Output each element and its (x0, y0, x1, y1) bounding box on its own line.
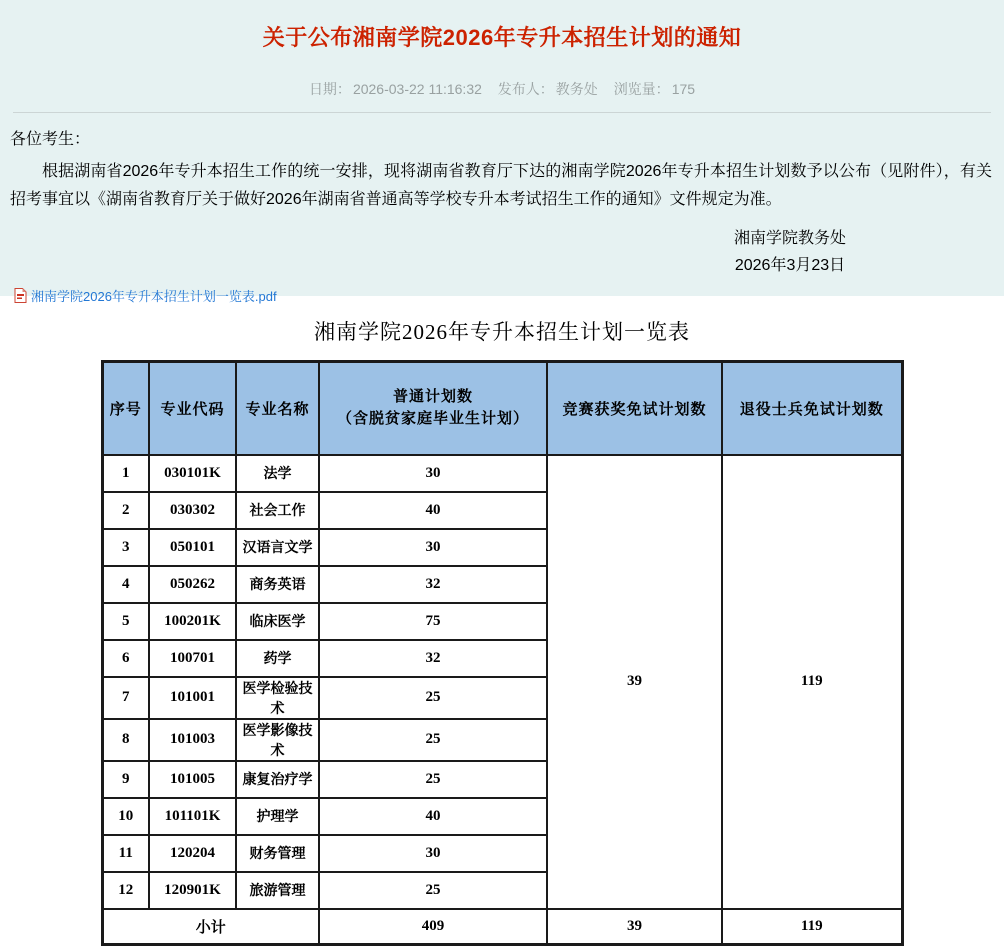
cell-no: 4 (102, 566, 149, 603)
meta-views-value: 175 (671, 81, 696, 97)
signature-date: 2026年3月23日 (734, 257, 846, 274)
cell-code: 030101K (149, 455, 236, 492)
cell-no: 10 (102, 798, 149, 835)
pdf-icon (14, 288, 27, 303)
table-title: 湘南学院2026年专升本招生计划一览表 (314, 320, 690, 344)
announcement-section (0, 0, 1004, 304)
subtotal-label: 小计 (102, 909, 319, 945)
cell-code: 050262 (149, 566, 236, 603)
cell-plan: 25 (319, 677, 547, 719)
meta-publisher-value: 教务处 (555, 81, 598, 97)
cell-no: 8 (102, 719, 149, 761)
cell-major: 汉语言文学 (236, 529, 319, 566)
meta-publisher (498, 81, 598, 97)
signature-wrap (0, 225, 1004, 279)
cell-no: 12 (102, 872, 149, 909)
attachment-preview-section (0, 296, 1004, 948)
cell-major: 商务英语 (236, 566, 319, 603)
enrollment-plan-table (101, 360, 904, 946)
cell-veteran-merged: 119 (722, 455, 902, 909)
cell-major: 临床医学 (236, 603, 319, 640)
cell-plan: 30 (319, 455, 547, 492)
cell-no: 6 (102, 640, 149, 677)
divider-line (13, 112, 991, 113)
cell-no: 1 (102, 455, 149, 492)
cell-no: 7 (102, 677, 149, 719)
cell-no: 9 (102, 761, 149, 798)
subtotal-plan: 409 (319, 909, 547, 945)
subtotal-veteran: 119 (722, 909, 902, 945)
cell-code: 030302 (149, 492, 236, 529)
cell-contest-merged: 39 (547, 455, 722, 909)
cell-major: 旅游管理 (236, 872, 319, 909)
cell-major: 社会工作 (236, 492, 319, 529)
cell-plan: 30 (319, 835, 547, 872)
meta-date (309, 81, 482, 97)
meta-date-label: 日期： (308, 81, 351, 97)
cell-major: 医学影像技术 (236, 719, 319, 761)
cell-code: 101005 (149, 761, 236, 798)
cell-code: 120204 (149, 835, 236, 872)
cell-code: 120901K (149, 872, 236, 909)
meta-views-label: 浏览量： (613, 81, 670, 97)
cell-major: 财务管理 (236, 835, 319, 872)
cell-plan: 40 (319, 492, 547, 529)
header-plan (319, 362, 547, 455)
subtotal-contest: 39 (547, 909, 722, 945)
cell-code: 100201K (149, 603, 236, 640)
header-plan-line2: （含脱贫家庭毕业生计划） (336, 411, 529, 428)
notice-paragraph: 根据湖南省2026年专升本招生工作的统一安排，现将湖南省教育厅下达的湘南学院2026年专升本招生计划数予以公布（见附件），有关招考事宜以《湖南省教育厅关于做好2026年湖南省普通高等学校专升本考试招生工作的通知》文件规定为准。 (10, 163, 992, 208)
subtotal-row (102, 909, 902, 945)
cell-plan: 25 (319, 761, 547, 798)
cell-plan: 75 (319, 603, 547, 640)
header-no: 序号 (102, 362, 149, 455)
meta-date-value: 2026-03-22 11:16:32 (352, 81, 482, 97)
cell-plan: 32 (319, 640, 547, 677)
signature-block (734, 225, 846, 279)
cell-no: 3 (102, 529, 149, 566)
table-row (102, 455, 902, 492)
cell-code: 050101 (149, 529, 236, 566)
page-title: 关于公布湘南学院2026年专升本招生计划的通知 (262, 25, 742, 50)
cell-code: 101101K (149, 798, 236, 835)
cell-major: 药学 (236, 640, 319, 677)
salutation: 各位考生： (10, 131, 91, 148)
meta-views (614, 81, 695, 97)
cell-plan: 32 (319, 566, 547, 603)
cell-major: 护理学 (236, 798, 319, 835)
cell-code: 100701 (149, 640, 236, 677)
cell-major: 法学 (236, 455, 319, 492)
cell-no: 5 (102, 603, 149, 640)
cell-no: 2 (102, 492, 149, 529)
table-header-row (102, 362, 902, 455)
cell-plan: 40 (319, 798, 547, 835)
header-plan-line1: 普通计划数 (392, 389, 473, 406)
cell-major: 康复治疗学 (236, 761, 319, 798)
header-veteran: 退役士兵免试计划数 (722, 362, 902, 455)
cell-plan: 25 (319, 719, 547, 761)
cell-plan: 30 (319, 529, 547, 566)
header-contest: 竞赛获奖免试计划数 (547, 362, 722, 455)
attachment-link[interactable]: 湘南学院2026年专升本招生计划一览表.pdf (31, 289, 277, 304)
cell-code: 101003 (149, 719, 236, 761)
header-code: 专业代码 (149, 362, 236, 455)
cell-no: 11 (102, 835, 149, 872)
cell-plan: 25 (319, 872, 547, 909)
cell-major: 医学检验技术 (236, 677, 319, 719)
signature-org: 湘南学院教务处 (733, 230, 846, 247)
cell-code: 101001 (149, 677, 236, 719)
meta-line (0, 79, 1004, 99)
header-major: 专业名称 (236, 362, 319, 455)
meta-publisher-label: 发布人： (497, 81, 554, 97)
